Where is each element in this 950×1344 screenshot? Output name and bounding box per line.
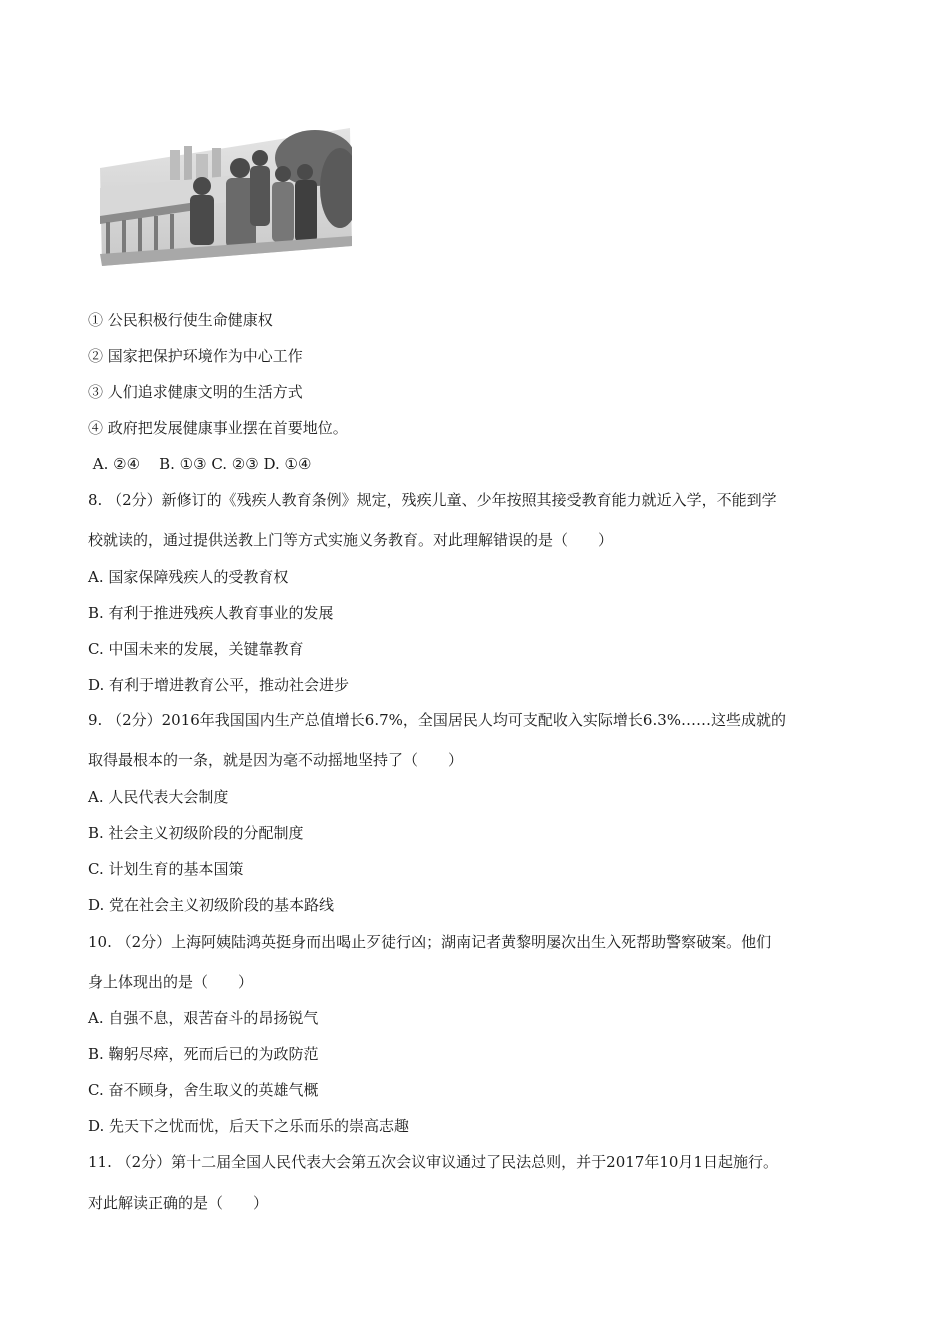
question-8-line-1: 8. （2分）新修订的《残疾人教育条例》规定，残疾儿童、少年按照其接受教育能力就近入学，不能到学 [88, 491, 777, 509]
q8-option-b: B. 有利于推进残疾人教育事业的发展 [88, 604, 334, 622]
question-11-line-1: 11. （2分）第十二届全国人民代表大会第五次会议审议通过了民法总则，并于2017年10月1日起施行。 [88, 1153, 778, 1171]
q10-option-b: B. 鞠躬尽瘁，死而后已的为政防范 [88, 1045, 319, 1063]
q10-option-c: C. 奋不顾身，舍生取义的英雄气概 [88, 1081, 319, 1099]
option-7-2: ② 国家把保护环境作为中心工作 [88, 347, 303, 365]
question-10-line-1: 10. （2分）上海阿姨陆鸿英挺身而出喝止歹徒行凶；湖南记者黄黎明屡次出生入死帮助警察破案。他们 [88, 933, 772, 951]
question-photo [100, 128, 352, 266]
q9-option-d: D. 党在社会主义初级阶段的基本路线 [88, 896, 335, 914]
question-11-line-2: 对此解读正确的是（ ） [88, 1194, 269, 1212]
option-7-1: ① 公民积极行使生命健康权 [88, 311, 273, 329]
q8-option-c: C. 中国未来的发展，关键靠教育 [88, 640, 304, 658]
q9-option-a: A. 人民代表大会制度 [88, 788, 229, 806]
q8-option-d: D. 有利于增进教育公平，推动社会进步 [88, 676, 350, 694]
photo-people-walking-by-river-icon [100, 128, 352, 266]
q8-option-a: A. 国家保障残疾人的受教育权 [88, 568, 289, 586]
question-10-line-2: 身上体现出的是（ ） [88, 973, 254, 991]
question-8-line-2: 校就读的，通过提供送教上门等方式实施义务教育。对此理解错误的是（ ） [88, 531, 614, 549]
option-7-4: ④ 政府把发展健康事业摆在首要地位。 [88, 419, 348, 437]
q10-option-a: A. 自强不息，艰苦奋斗的昂扬锐气 [88, 1009, 319, 1027]
option-7-3: ③ 人们追求健康文明的生活方式 [88, 383, 303, 401]
q10-option-d: D. 先天下之忧而忧，后天下之乐而乐的崇高志趣 [88, 1117, 410, 1135]
question-9-line-1: 9. （2分）2016年我国国内生产总值增长6.7%，全国居民人均可支配收入实际增长6.3%……这些成就的 [88, 711, 787, 729]
q9-option-c: C. 计划生育的基本国策 [88, 860, 244, 878]
answer-choices-7: A. ②④ B. ①③ C. ②③ D. ①④ [88, 455, 312, 473]
question-9-line-2: 取得最根本的一条，就是因为毫不动摇地坚持了（ ） [88, 751, 464, 769]
q9-option-b: B. 社会主义初级阶段的分配制度 [88, 824, 304, 842]
